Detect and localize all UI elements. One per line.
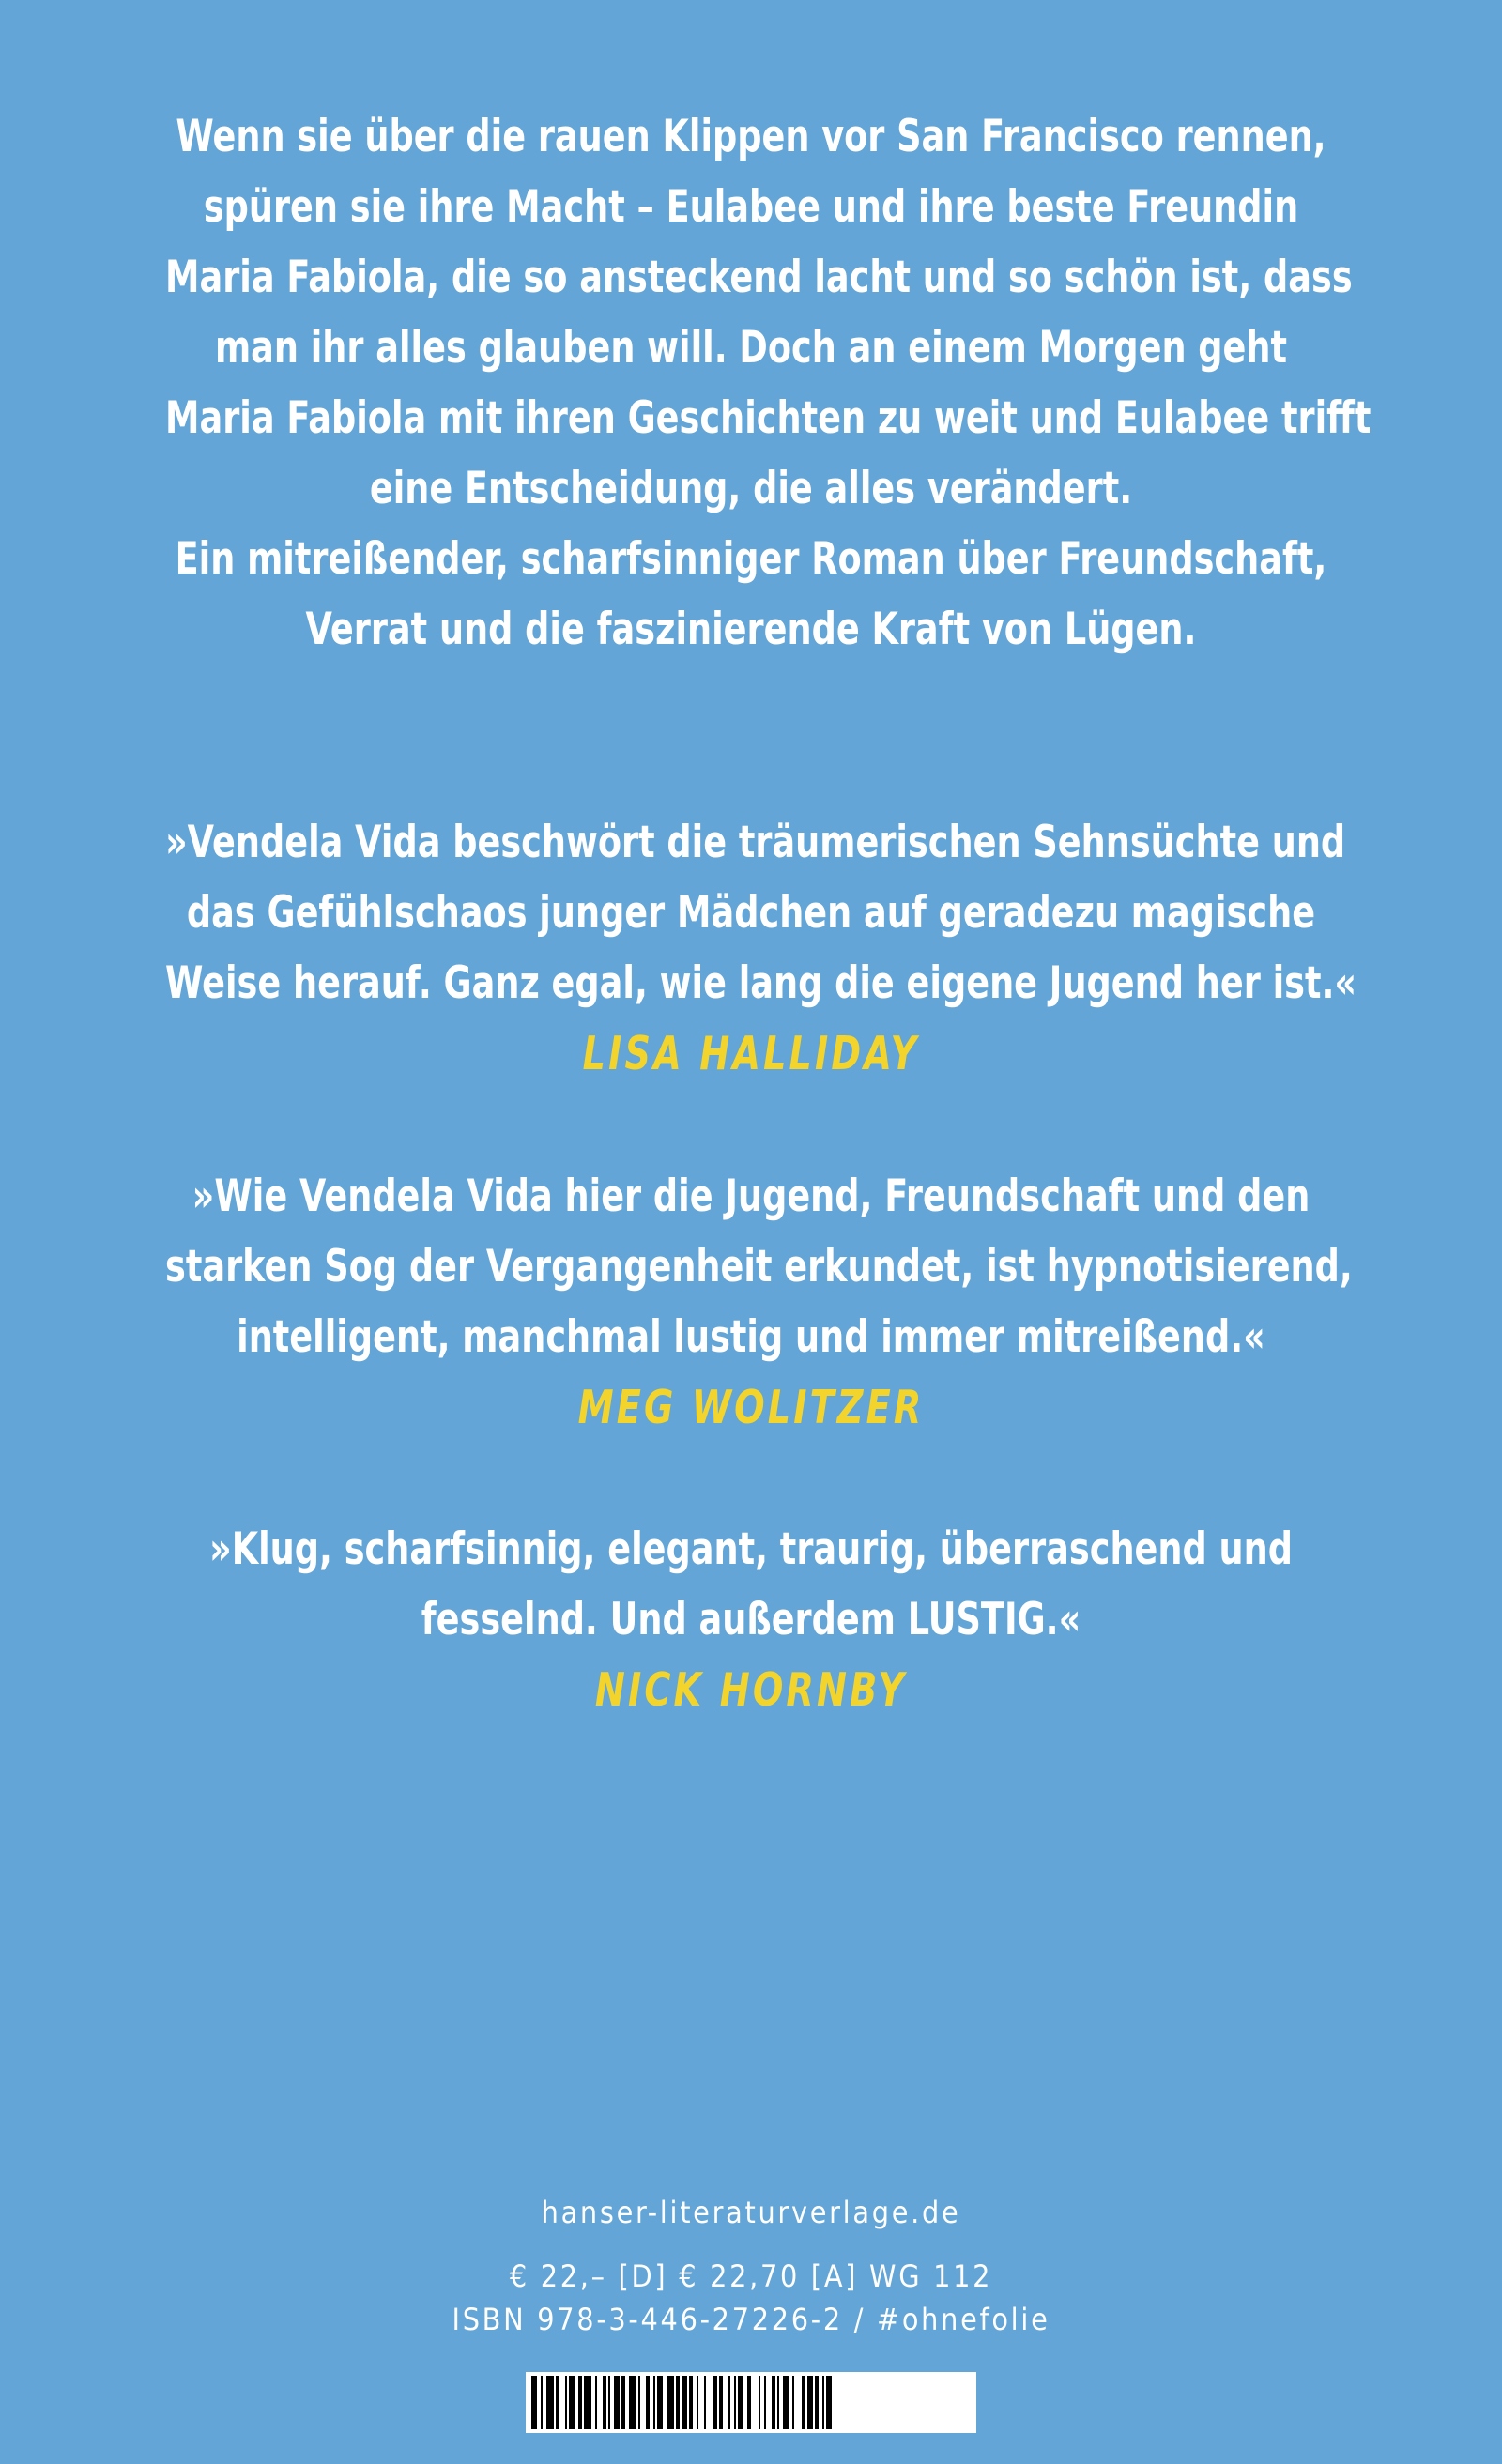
quote-line: »Wie Vendela Vida hier die Jugend, Freundschaft und den xyxy=(192,1171,1310,1222)
quote-line: starken Sog der Vergangenheit erkundet, ist hypnotisierend, xyxy=(165,1241,1353,1293)
blurb-line: Wenn sie über die rauen Klippen vor San Francisco rennen, xyxy=(176,111,1326,162)
blurb-line: Ein mitreißender, scharfsinniger Roman über Freundschaft, xyxy=(175,533,1327,585)
isbn-info: ISBN 978-3-446-27226-2 / #ohnefolie xyxy=(452,2302,1050,2337)
blurb-line: Maria Fabiola, die so ansteckend lacht und so schön ist, dass xyxy=(165,252,1353,303)
barcode-icon xyxy=(526,2372,976,2433)
publisher-website: hanser-literaturverlage.de xyxy=(541,2195,961,2230)
price-info: € 22,– [D] € 22,70 [A] WG 112 xyxy=(509,2258,993,2294)
quote-hornby xyxy=(165,1514,1337,1725)
book-blurb xyxy=(165,101,1372,665)
quote-author: NICK HORNBY xyxy=(594,1663,908,1717)
quote-line: intelligent, manchmal lustig und immer mitreißend.« xyxy=(237,1311,1265,1363)
quote-line: »Klug, scharfsinnig, elegant, traurig, überraschend und xyxy=(209,1523,1293,1575)
quote-wolitzer xyxy=(165,1161,1353,1443)
quote-line: »Vendela Vida beschwört die träumerischen Sehnsüchte und xyxy=(165,817,1346,868)
blurb-line: eine Entscheidung, die alles verändert. xyxy=(369,463,1133,514)
quote-author: LISA HALLIDAY xyxy=(582,1027,920,1080)
blurb-line: spüren sie ihre Macht – Eulabee und ihre beste Freundin xyxy=(203,181,1299,233)
quote-line: Weise herauf. Ganz egal, wie lang die eigene Jugend her ist.« xyxy=(165,957,1357,1009)
quote-line: das Gefühlschaos junger Mädchen auf geradezu magische xyxy=(186,887,1316,939)
quote-halliday xyxy=(165,807,1357,1089)
quote-author: MEG WOLITZER xyxy=(577,1381,925,1434)
quote-line: fesselnd. Und außerdem LUSTIG.« xyxy=(421,1594,1081,1645)
blurb-line: Verrat und die faszinierende Kraft von Lügen. xyxy=(305,604,1197,655)
blurb-line: man ihr alles glauben will. Doch an einem Morgen geht xyxy=(214,322,1288,374)
blurb-line: Maria Fabiola mit ihren Geschichten zu weit und Eulabee trifft xyxy=(165,392,1372,444)
